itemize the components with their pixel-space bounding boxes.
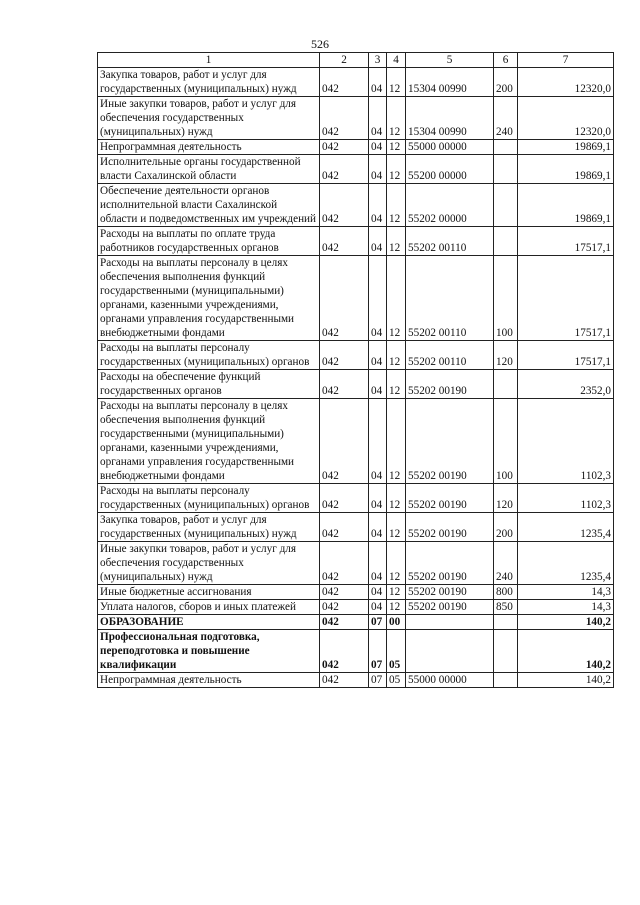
cell-target-code: 55202 00110	[406, 341, 494, 370]
cell-target-code: 55202 00110	[406, 227, 494, 256]
cell-subsection: 12	[387, 542, 406, 585]
cell-ministry: 042	[320, 585, 369, 600]
cell-name: Закупка товаров, работ и услуг для государственных (муниципальных) нужд	[98, 513, 320, 542]
cell-name: ОБРАЗОВАНИЕ	[98, 615, 320, 630]
table-row	[98, 484, 614, 513]
table-row	[98, 673, 614, 688]
cell-ministry: 042	[320, 341, 369, 370]
cell-section: 04	[369, 155, 387, 184]
cell-subsection: 12	[387, 256, 406, 341]
table-row	[98, 370, 614, 399]
cell-name: Уплата налогов, сборов и иных платежей	[98, 600, 320, 615]
cell-amount: 140,2	[518, 673, 614, 688]
cell-name: Закупка товаров, работ и услуг для государственных (муниципальных) нужд	[98, 68, 320, 97]
cell-name: Непрограммная деятельность	[98, 140, 320, 155]
cell-name: Непрограммная деятельность	[98, 673, 320, 688]
cell-subsection: 05	[387, 630, 406, 673]
cell-subsection: 12	[387, 341, 406, 370]
cell-section: 04	[369, 542, 387, 585]
cell-expense-type: 200	[494, 513, 518, 542]
table-row	[98, 140, 614, 155]
table-row	[98, 399, 614, 484]
cell-expense-type: 200	[494, 68, 518, 97]
cell-target-code: 55000 00000	[406, 140, 494, 155]
cell-ministry: 042	[320, 673, 369, 688]
cell-name: Расходы на выплаты персоналу в целях обеспечения выполнения функций государственными (муниципальными) органами, казенными учреждениями, органами управления государственными внебюджетными фондами	[98, 399, 320, 484]
cell-amount: 19869,1	[518, 155, 614, 184]
column-header-name: 1	[98, 53, 320, 68]
cell-name: Иные закупки товаров, работ и услуг для обеспечения государственных (муниципальных) нужд	[98, 542, 320, 585]
cell-section: 04	[369, 399, 387, 484]
cell-expense-type: 120	[494, 484, 518, 513]
table-row	[98, 341, 614, 370]
table-row	[98, 542, 614, 585]
cell-ministry: 042	[320, 184, 369, 227]
column-header-section: 3	[369, 53, 387, 68]
cell-section: 04	[369, 341, 387, 370]
cell-expense-type: 800	[494, 585, 518, 600]
table-row	[98, 615, 614, 630]
cell-section: 04	[369, 97, 387, 140]
cell-section: 04	[369, 600, 387, 615]
cell-subsection: 12	[387, 513, 406, 542]
cell-amount: 19869,1	[518, 184, 614, 227]
cell-amount: 17517,1	[518, 256, 614, 341]
cell-target-code	[406, 630, 494, 673]
table-row	[98, 513, 614, 542]
cell-ministry: 042	[320, 256, 369, 341]
cell-amount: 17517,1	[518, 341, 614, 370]
cell-name: Расходы на обеспечение функций государственных органов	[98, 370, 320, 399]
cell-section: 04	[369, 370, 387, 399]
cell-name: Иные закупки товаров, работ и услуг для обеспечения государственных (муниципальных) нужд	[98, 97, 320, 140]
cell-target-code: 15304 00990	[406, 97, 494, 140]
cell-ministry: 042	[320, 140, 369, 155]
cell-target-code: 55202 00190	[406, 399, 494, 484]
cell-expense-type	[494, 615, 518, 630]
cell-name: Профессиональная подготовка, переподготовка и повышение квалификации	[98, 630, 320, 673]
cell-target-code: 55202 00000	[406, 184, 494, 227]
cell-target-code: 55202 00190	[406, 600, 494, 615]
cell-expense-type	[494, 370, 518, 399]
cell-subsection: 12	[387, 68, 406, 97]
cell-subsection: 12	[387, 97, 406, 140]
cell-section: 04	[369, 585, 387, 600]
cell-amount: 12320,0	[518, 68, 614, 97]
cell-ministry: 042	[320, 68, 369, 97]
cell-name: Расходы на выплаты персоналу в целях обеспечения выполнения функций государственными (муниципальными) органами, казенными учреждениями, органами управления государственными внебюджетными фондами	[98, 256, 320, 341]
cell-amount: 2352,0	[518, 370, 614, 399]
cell-section: 04	[369, 256, 387, 341]
cell-target-code: 55000 00000	[406, 673, 494, 688]
cell-name: Расходы на выплаты персоналу государственных (муниципальных) органов	[98, 341, 320, 370]
column-header-target: 5	[406, 53, 494, 68]
table-body	[98, 68, 614, 688]
cell-section: 04	[369, 68, 387, 97]
cell-subsection: 12	[387, 370, 406, 399]
cell-ministry: 042	[320, 370, 369, 399]
cell-expense-type	[494, 155, 518, 184]
cell-section: 07	[369, 673, 387, 688]
table-header-row	[98, 53, 614, 68]
cell-target-code: 15304 00990	[406, 68, 494, 97]
cell-name: Исполнительные органы государственной власти Сахалинской области	[98, 155, 320, 184]
cell-amount: 14,3	[518, 600, 614, 615]
cell-target-code: 55202 00190	[406, 513, 494, 542]
cell-subsection: 12	[387, 140, 406, 155]
table-row	[98, 68, 614, 97]
cell-ministry: 042	[320, 484, 369, 513]
cell-subsection: 00	[387, 615, 406, 630]
table-row	[98, 184, 614, 227]
page-number: 526	[311, 37, 329, 51]
cell-expense-type: 240	[494, 542, 518, 585]
cell-amount: 1102,3	[518, 399, 614, 484]
cell-amount: 19869,1	[518, 140, 614, 155]
cell-expense-type	[494, 140, 518, 155]
cell-subsection: 12	[387, 227, 406, 256]
cell-ministry: 042	[320, 155, 369, 184]
cell-section: 07	[369, 630, 387, 673]
cell-section: 07	[369, 615, 387, 630]
cell-name: Расходы на выплаты по оплате труда работников государственных органов	[98, 227, 320, 256]
cell-ministry: 042	[320, 97, 369, 140]
cell-subsection: 12	[387, 585, 406, 600]
table-row	[98, 227, 614, 256]
cell-expense-type: 240	[494, 97, 518, 140]
table-row	[98, 630, 614, 673]
column-header-subsection: 4	[387, 53, 406, 68]
cell-amount: 14,3	[518, 585, 614, 600]
cell-ministry: 042	[320, 542, 369, 585]
cell-amount: 17517,1	[518, 227, 614, 256]
table-row	[98, 155, 614, 184]
table-row	[98, 585, 614, 600]
cell-ministry: 042	[320, 600, 369, 615]
cell-section: 04	[369, 227, 387, 256]
cell-expense-type	[494, 227, 518, 256]
cell-subsection: 05	[387, 673, 406, 688]
table-row	[98, 600, 614, 615]
cell-ministry: 042	[320, 399, 369, 484]
cell-amount: 1235,4	[518, 513, 614, 542]
table-row	[98, 97, 614, 140]
cell-subsection: 12	[387, 399, 406, 484]
cell-ministry: 042	[320, 227, 369, 256]
cell-target-code: 55202 00190	[406, 484, 494, 513]
cell-target-code: 55202 00190	[406, 542, 494, 585]
cell-subsection: 12	[387, 184, 406, 227]
cell-target-code: 55202 00110	[406, 256, 494, 341]
cell-amount: 1102,3	[518, 484, 614, 513]
cell-expense-type: 120	[494, 341, 518, 370]
cell-expense-type	[494, 630, 518, 673]
cell-amount: 1235,4	[518, 542, 614, 585]
column-header-ministry: 2	[320, 53, 369, 68]
cell-amount: 12320,0	[518, 97, 614, 140]
cell-subsection: 12	[387, 155, 406, 184]
cell-target-code: 55202 00190	[406, 370, 494, 399]
cell-subsection: 12	[387, 484, 406, 513]
cell-ministry: 042	[320, 513, 369, 542]
cell-section: 04	[369, 484, 387, 513]
cell-ministry: 042	[320, 615, 369, 630]
column-header-type: 6	[494, 53, 518, 68]
cell-expense-type: 850	[494, 600, 518, 615]
budget-table	[97, 52, 614, 688]
cell-amount: 140,2	[518, 615, 614, 630]
cell-section: 04	[369, 140, 387, 155]
cell-section: 04	[369, 184, 387, 227]
cell-target-code: 55202 00190	[406, 585, 494, 600]
cell-expense-type: 100	[494, 399, 518, 484]
cell-amount: 140,2	[518, 630, 614, 673]
cell-name: Обеспечение деятельности органов исполнительной власти Сахалинской области и подведомственных им учреждений	[98, 184, 320, 227]
cell-ministry: 042	[320, 630, 369, 673]
cell-target-code: 55200 00000	[406, 155, 494, 184]
cell-expense-type	[494, 673, 518, 688]
table-row	[98, 256, 614, 341]
cell-target-code	[406, 615, 494, 630]
cell-name: Расходы на выплаты персоналу государственных (муниципальных) органов	[98, 484, 320, 513]
column-header-amount: 7	[518, 53, 614, 68]
cell-name: Иные бюджетные ассигнования	[98, 585, 320, 600]
cell-expense-type	[494, 184, 518, 227]
cell-subsection: 12	[387, 600, 406, 615]
cell-expense-type: 100	[494, 256, 518, 341]
cell-section: 04	[369, 513, 387, 542]
